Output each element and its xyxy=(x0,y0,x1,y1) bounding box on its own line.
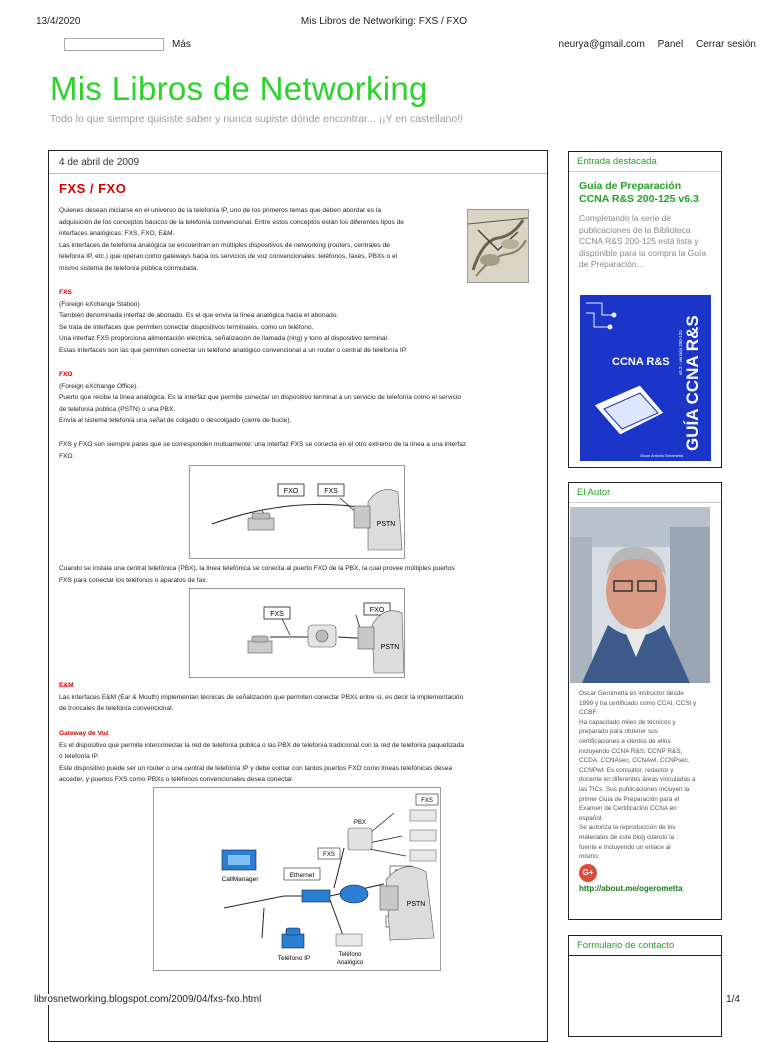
fxs-fxo-diagram xyxy=(190,466,404,558)
author-bio: Oscar Gerometta es instructor desde 1999 y ha certificado como CCAI, CCSI y CCBF. Ha capacitado miles de técnicos y preparado para obtener sus certificaciones a cientos de ellos incluyendo CCNA R&S, CCNP R&S, CCDA, CCNAsec, CCNAwl, CCNPsec, CCNPwl. Es consultor, redactor y docente en diferentes áreas vinculadas a las TICs. Sus publicaciones incluyen la primer Guía de Preparación para el Examen de Certificación CCNA en español. Se autoriza la reproducción de los materiales de este blog citando la fuente e incluyendo un enlace al mismo. xyxy=(579,690,697,861)
author-links xyxy=(569,862,721,892)
print-page: 1/4 xyxy=(726,994,740,1005)
switch-icon xyxy=(302,890,330,902)
phone-icon xyxy=(410,830,436,841)
book-cover[interactable] xyxy=(580,295,711,461)
switch-icon xyxy=(358,627,374,649)
print-date: 13/4/2020 xyxy=(36,16,81,27)
em-section: E&M Las interfaces E&M (Ear & Mouth) implementan técnicas de señalización que permiten conectar PBXs entre sí, es decir la implementación de troncales de telefonía convencional. xyxy=(59,680,539,715)
author-widget xyxy=(568,482,722,920)
google-plus-icon[interactable]: G+ xyxy=(579,864,597,882)
diagram-pbx[interactable] xyxy=(189,588,405,678)
svg-text:FXS: FXS xyxy=(421,798,433,804)
fxo-heading: FXO xyxy=(59,371,73,378)
router-icon xyxy=(340,885,368,903)
svg-text:FXO: FXO xyxy=(283,488,299,495)
svg-text:GUÍA CCNA R&S: GUÍA CCNA R&S xyxy=(683,315,702,451)
pair-paragraph: FXS y FXO son siempre pares que se corresponden mutuamente: una interfaz FXS se conecta en el otro extremo de la línea a una interfaz FXO. xyxy=(59,441,467,460)
search-input[interactable] xyxy=(64,38,164,51)
author-photo xyxy=(570,507,710,683)
post-title[interactable]: FXS / FXO xyxy=(59,181,127,196)
svg-text:FXS: FXS xyxy=(324,488,338,495)
fxs-heading: FXS xyxy=(59,289,72,296)
switch-icon xyxy=(354,506,370,528)
pbx-paragraph: Cuando se instala una central telefónica (PBX), la línea telefónica se conecta al puerto FXO de la PBX, la cual provee múltiples puertos FXS para conectar los teléfonos o aparatos de fax. xyxy=(59,565,455,584)
svg-text:PBX: PBX xyxy=(353,820,367,826)
contact-header: Formulario de contacto xyxy=(569,936,721,956)
diagram-fxs-fxo[interactable] xyxy=(189,465,405,559)
post-date: 4 de abril de 2009 xyxy=(59,157,140,168)
phone-icon xyxy=(410,810,436,821)
svg-text:Ethernet: Ethernet xyxy=(289,872,315,879)
sign-out-link[interactable]: Cerrar sesión xyxy=(695,39,756,50)
fxo-section: FXO (Foreign eXchange Office). Puerto que recibe la línea analógica. Es la interfaz que permite conectar un dispositivo terminal a un servicio de telefonía como el servicio de telefonía pública (PSTN) o una PBX. Envía al sistema telefonía una señal de colgado o descolgado (cierre de bucle). xyxy=(59,369,539,427)
pstn-cloud xyxy=(372,611,404,673)
svg-text:Analógico: Analógico xyxy=(336,960,364,966)
post-container xyxy=(48,150,548,1042)
author-header: El Autor xyxy=(569,483,721,503)
book-cover-art xyxy=(580,295,711,461)
svg-text:PSTN: PSTN xyxy=(380,644,400,651)
post-thumbnail[interactable] xyxy=(467,209,529,283)
phone-icon xyxy=(248,636,272,653)
svg-text:CallManager: CallManager xyxy=(221,876,259,883)
svg-text:FXS: FXS xyxy=(270,611,284,618)
svg-text:FXO: FXO xyxy=(369,607,385,614)
phone-icon xyxy=(410,850,436,861)
print-title: Mis Libros de Networking: FXS / FXO xyxy=(300,16,468,27)
featured-post-widget xyxy=(568,151,722,468)
callmanager-icon xyxy=(222,850,256,870)
pstn-cloud xyxy=(368,490,402,550)
switch-icon xyxy=(380,886,398,910)
author-portrait xyxy=(570,507,710,683)
phone-icon xyxy=(336,934,362,946)
em-heading: E&M xyxy=(59,682,74,689)
divider xyxy=(49,173,547,174)
author-link[interactable]: http://about.me/ogerometta xyxy=(579,883,683,893)
post-intro: Quienes desean iniciarse en el universo de la telefonía IP, uno de los primeros temas que deben abordar es la adquisición de los conceptos básicos de la telefonía convencional. Entre estos conceptos están los diferentes tipos de interfaces analógicas: FXS, FXO, E&M. Las interfaces de telefonía analógica se encuentran en múltiples dispositivos de networking (routers, centrales de telefonía IP, etc.) que operan como gateways hacia los servicios de voz convencionales: teléfonos, faxes, PBXs o el mismo sistema de telefonía pública conmutada. xyxy=(59,207,404,272)
svg-text:CCNA R&S: CCNA R&S xyxy=(612,356,670,368)
svg-text:PSTN: PSTN xyxy=(376,521,396,528)
more-link[interactable]: Más xyxy=(172,39,191,50)
svg-text:FXS: FXS xyxy=(323,852,335,858)
featured-header: Entrada destacada xyxy=(569,152,721,172)
hands-cables-illustration xyxy=(468,210,528,282)
panel-link[interactable]: Panel xyxy=(657,39,684,50)
blog-subtitle: Todo lo que siempre quisiste saber y nunca supiste dónde encontrar... ¡¡Y en castellano!! xyxy=(50,113,464,125)
gateway-heading: Gateway de Voz xyxy=(59,730,109,737)
featured-title[interactable]: Guía de Preparación CCNA R&S 200-125 v6.3 xyxy=(579,180,699,205)
featured-excerpt: Completando la serie de publicaciones de la Biblioteca CCNA R&S 200-125 está lista y disponible para la compra la Guía de Preparación... xyxy=(579,213,707,269)
pbx-diagram xyxy=(190,589,404,677)
blog-title[interactable]: Mis Libros de Networking xyxy=(50,70,428,107)
user-email: neurya@gmail.com xyxy=(558,39,645,50)
fxs-section: FXS (Foreign eXchange Station) También denominada interfaz de abonado. Es el que envía la línea analógica hacia el abonado. Se trata de interfaces que permiten conectar dispositivos terminales, como un teléfono. Una interfaz FXS proporciona alimentación eléctrica, señalización de llamada (ring) y tono al dispositivo terminal. Estas interfaces son las que permiten conectar un teléfono analógico convencional a un router o central de telefonía IP. xyxy=(59,287,539,357)
ip-phone-icon xyxy=(282,928,304,948)
svg-text:Teléfono IP: Teléfono IP xyxy=(277,955,311,962)
blogger-navbar xyxy=(0,38,768,52)
gateway-diagram xyxy=(154,788,440,970)
svg-text:v6.3 - versión 200-125: v6.3 - versión 200-125 xyxy=(678,330,683,375)
svg-text:PSTN: PSTN xyxy=(406,901,426,908)
gateway-section: Gateway de Voz Es el dispositivo que permite interconectar la red de telefonía pública o las PBX de telefonía tradicional con la red de telefonía paquetizada o telefonía IP. Este dispositivo puede ser un router o una central de telefonía IP y debe contar con tantos puertos FXO como líneas telefónicas desea acceder, y puertos FXS como PBXs o teléfonos convencionales desea conectar. xyxy=(59,728,539,786)
pbx-icon xyxy=(308,625,336,647)
print-url: librosnetworking.blogspot.com/2009/04/fxs-fxo.html xyxy=(34,994,265,1005)
svg-text:Oscar Antonio Gerometta: Oscar Antonio Gerometta xyxy=(640,454,683,458)
pbx-icon xyxy=(348,828,372,850)
phone-icon xyxy=(248,513,274,530)
contact-widget xyxy=(568,935,722,1037)
diagram-gateway[interactable] xyxy=(153,787,441,971)
svg-text:Teléfono: Teléfono xyxy=(338,952,362,958)
